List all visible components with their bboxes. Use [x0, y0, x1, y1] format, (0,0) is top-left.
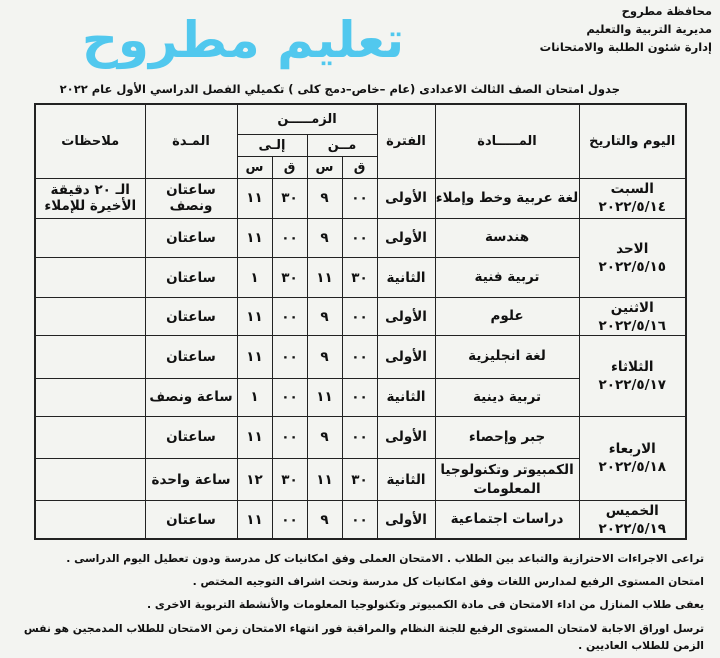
- notes-cell: [35, 298, 145, 336]
- notes-cell: [35, 378, 145, 416]
- from-hours-cell: ٩: [307, 218, 342, 257]
- header-to: إلـى: [237, 134, 307, 156]
- to-hours-cell: ١١: [237, 178, 272, 218]
- from-minutes-cell: ٣٠: [342, 257, 377, 297]
- day-cell-tuesday: [579, 336, 686, 416]
- to-hours-cell: ١: [237, 378, 272, 416]
- from-minutes-cell: ٠٠: [342, 218, 377, 257]
- duration-cell: ساعتان: [145, 218, 237, 257]
- duration-cell: ساعتان: [145, 416, 237, 458]
- day-date: ٢٠٢٢/٥/١٥: [598, 258, 667, 275]
- to-hours-cell: ١١: [237, 218, 272, 257]
- day-cell-monday: [579, 298, 686, 336]
- duration-cell: ساعتان: [145, 336, 237, 378]
- duration-cell: ساعة ونصف: [145, 378, 237, 416]
- from-minutes-cell: ٠٠: [342, 501, 377, 539]
- to-minutes-cell: ٠٠: [272, 501, 307, 539]
- period-cell: الأولى: [377, 178, 435, 218]
- from-minutes-cell: ٠٠: [342, 178, 377, 218]
- to-hours-cell: ١٢: [237, 458, 272, 500]
- subject-cell: لغة انجليزية: [435, 336, 579, 378]
- subject-cell: لغة عربية وخط وإملاء: [435, 178, 579, 218]
- period-cell: الأولى: [377, 416, 435, 458]
- header-period: الفترة: [377, 104, 435, 178]
- to-hours-cell: ١١: [237, 336, 272, 378]
- to-hours-cell: ١١: [237, 501, 272, 539]
- page-title: جدول امتحان الصف الثالث الاعدادى (عام –خاص–دمج كلى ) تكميلي الفصل الدراسي الأول عام ٢٠٢٢: [59, 82, 620, 96]
- day-date: ٢٠٢٢/٥/١٤: [598, 199, 667, 216]
- header-department: إدارة شئون الطلبة والامتحانات: [539, 40, 712, 54]
- header-to-minutes: ق: [272, 156, 307, 178]
- day-name: الاحد: [616, 240, 649, 257]
- day-date: ٢٠٢٢/٥/١٧: [598, 377, 667, 394]
- duration-cell: ساعة واحدة: [145, 458, 237, 500]
- from-minutes-cell: ٠٠: [342, 416, 377, 458]
- table-row: [35, 178, 686, 218]
- from-hours-cell: ٩: [307, 501, 342, 539]
- header-to-hours: س: [237, 156, 272, 178]
- header-notes: ملاحظات: [35, 104, 145, 178]
- to-minutes-cell: ٠٠: [272, 298, 307, 336]
- duration-cell: ساعتان: [145, 298, 237, 336]
- day-cell-saturday: [579, 178, 686, 218]
- header: [482, 2, 712, 56]
- from-minutes-cell: ٠٠: [342, 298, 377, 336]
- header-governorate: محافظة مطروح: [621, 4, 712, 18]
- period-cell: الأولى: [377, 298, 435, 336]
- from-hours-cell: ٩: [307, 298, 342, 336]
- subject-cell: هندسة: [435, 218, 579, 257]
- from-hours-cell: ٩: [307, 416, 342, 458]
- from-minutes-cell: ٣٠: [342, 458, 377, 500]
- from-hours-cell: ١١: [307, 378, 342, 416]
- duration-cell: ساعتان: [145, 257, 237, 297]
- to-minutes-cell: ٠٠: [272, 378, 307, 416]
- day-cell-sunday: [579, 218, 686, 297]
- notes-line: الـ ٢٠ دقيقة: [50, 182, 130, 199]
- header-from-hours: س: [307, 156, 342, 178]
- from-hours-cell: ٩: [307, 178, 342, 218]
- day-cell-wednesday: [579, 416, 686, 500]
- to-minutes-cell: ٠٠: [272, 336, 307, 378]
- subject-line: الكمبيوتر وتكنولوجيا: [440, 461, 574, 478]
- subject-cell: جبر وإحصاء: [435, 416, 579, 458]
- period-cell: الأولى: [377, 218, 435, 257]
- day-date: ٢٠٢٢/٥/١٨: [598, 459, 667, 476]
- to-hours-cell: ١١: [237, 416, 272, 458]
- to-minutes-cell: ٣٠: [272, 257, 307, 297]
- exam-schedule-table: [34, 103, 687, 540]
- footer-note-3: يعفى طلاب المنازل من اداء الامتحان فى مادة الكمبيوتر وتكنولوجيا المعلومات والأنشطة التربوية الاخرى .: [147, 598, 704, 611]
- day-name: الخميس: [605, 502, 659, 519]
- header-from: مــن: [307, 134, 377, 156]
- day-cell-thursday: [579, 501, 686, 539]
- notes-cell: [35, 257, 145, 297]
- notes-cell: [35, 218, 145, 257]
- table-row: [35, 218, 686, 257]
- subject-cell: تربية دينية: [435, 378, 579, 416]
- notes-cell: [35, 416, 145, 458]
- subject-cell: [435, 458, 579, 500]
- notes-cell: [35, 178, 145, 218]
- to-minutes-cell: ٠٠: [272, 218, 307, 257]
- from-minutes-cell: ٠٠: [342, 336, 377, 378]
- table-row: [35, 336, 686, 378]
- header-time: الزمـــــن: [237, 104, 377, 134]
- table-row: [35, 298, 686, 336]
- from-hours-cell: ١١: [307, 458, 342, 500]
- footer-note-2: امتحان المستوى الرفيع لمدارس اللغات وفق امكانيات كل مدرسة وتحت اشراف التوجيه المختص .: [192, 575, 704, 588]
- notes-cell: [35, 458, 145, 500]
- duration-cell: ساعتان: [145, 501, 237, 539]
- footer-note-4: ترسل اوراق الاجابة لامتحان المستوى الرفيع للجنة النظام والمراقبة فور انتهاء الامتحان زمن الامتحان للطلاب المدمجين هو نفس الزمن للطلاب العاديين .: [23, 622, 704, 652]
- footer-note-1: تراعى الاجراءات الاحترازية والتباعد بين الطلاب . الامتحان العملى وفق امكانيات كل مدرسة ودون تعطيل اليوم الدراسى .: [66, 552, 704, 565]
- table-row: [35, 501, 686, 539]
- period-cell: الأولى: [377, 336, 435, 378]
- day-name: الثلاثاء: [611, 359, 654, 376]
- period-cell: الثانية: [377, 378, 435, 416]
- notes-cell: [35, 501, 145, 539]
- watermark-logo-text: تعليم مطروح: [81, 11, 405, 69]
- to-hours-cell: ١: [237, 257, 272, 297]
- period-cell: الثانية: [377, 257, 435, 297]
- to-minutes-cell: ٠٠: [272, 416, 307, 458]
- day-name: الاثنين: [610, 299, 654, 316]
- period-cell: الأولى: [377, 501, 435, 539]
- day-date: ٢٠٢٢/٥/١٩: [598, 520, 667, 537]
- from-minutes-cell: ٠٠: [342, 378, 377, 416]
- from-hours-cell: ٩: [307, 336, 342, 378]
- header-subject: المـــــادة: [435, 104, 579, 178]
- notes-line: الأخيرة للإملاء: [44, 198, 137, 215]
- subject-cell: دراسات اجتماعية: [435, 501, 579, 539]
- header-from-minutes: ق: [342, 156, 377, 178]
- header-day-date: اليوم والتاريخ: [579, 104, 686, 178]
- subject-line: المعلومات: [473, 480, 541, 497]
- day-date: ٢٠٢٢/٥/١٦: [598, 317, 667, 334]
- subject-cell: تربية فنية: [435, 257, 579, 297]
- period-cell: الثانية: [377, 458, 435, 500]
- table-row: [35, 416, 686, 458]
- to-minutes-cell: ٣٠: [272, 458, 307, 500]
- to-minutes-cell: ٣٠: [272, 178, 307, 218]
- duration-cell: ساعتان ونصف: [145, 178, 237, 218]
- to-hours-cell: ١١: [237, 298, 272, 336]
- day-name: الاربعاء: [608, 441, 656, 458]
- day-name: السبت: [610, 181, 654, 198]
- subject-cell: علوم: [435, 298, 579, 336]
- header-directorate: مديرية التربية والتعليم: [586, 22, 712, 36]
- from-hours-cell: ١١: [307, 257, 342, 297]
- header-duration: المـدة: [145, 104, 237, 178]
- notes-cell: [35, 336, 145, 378]
